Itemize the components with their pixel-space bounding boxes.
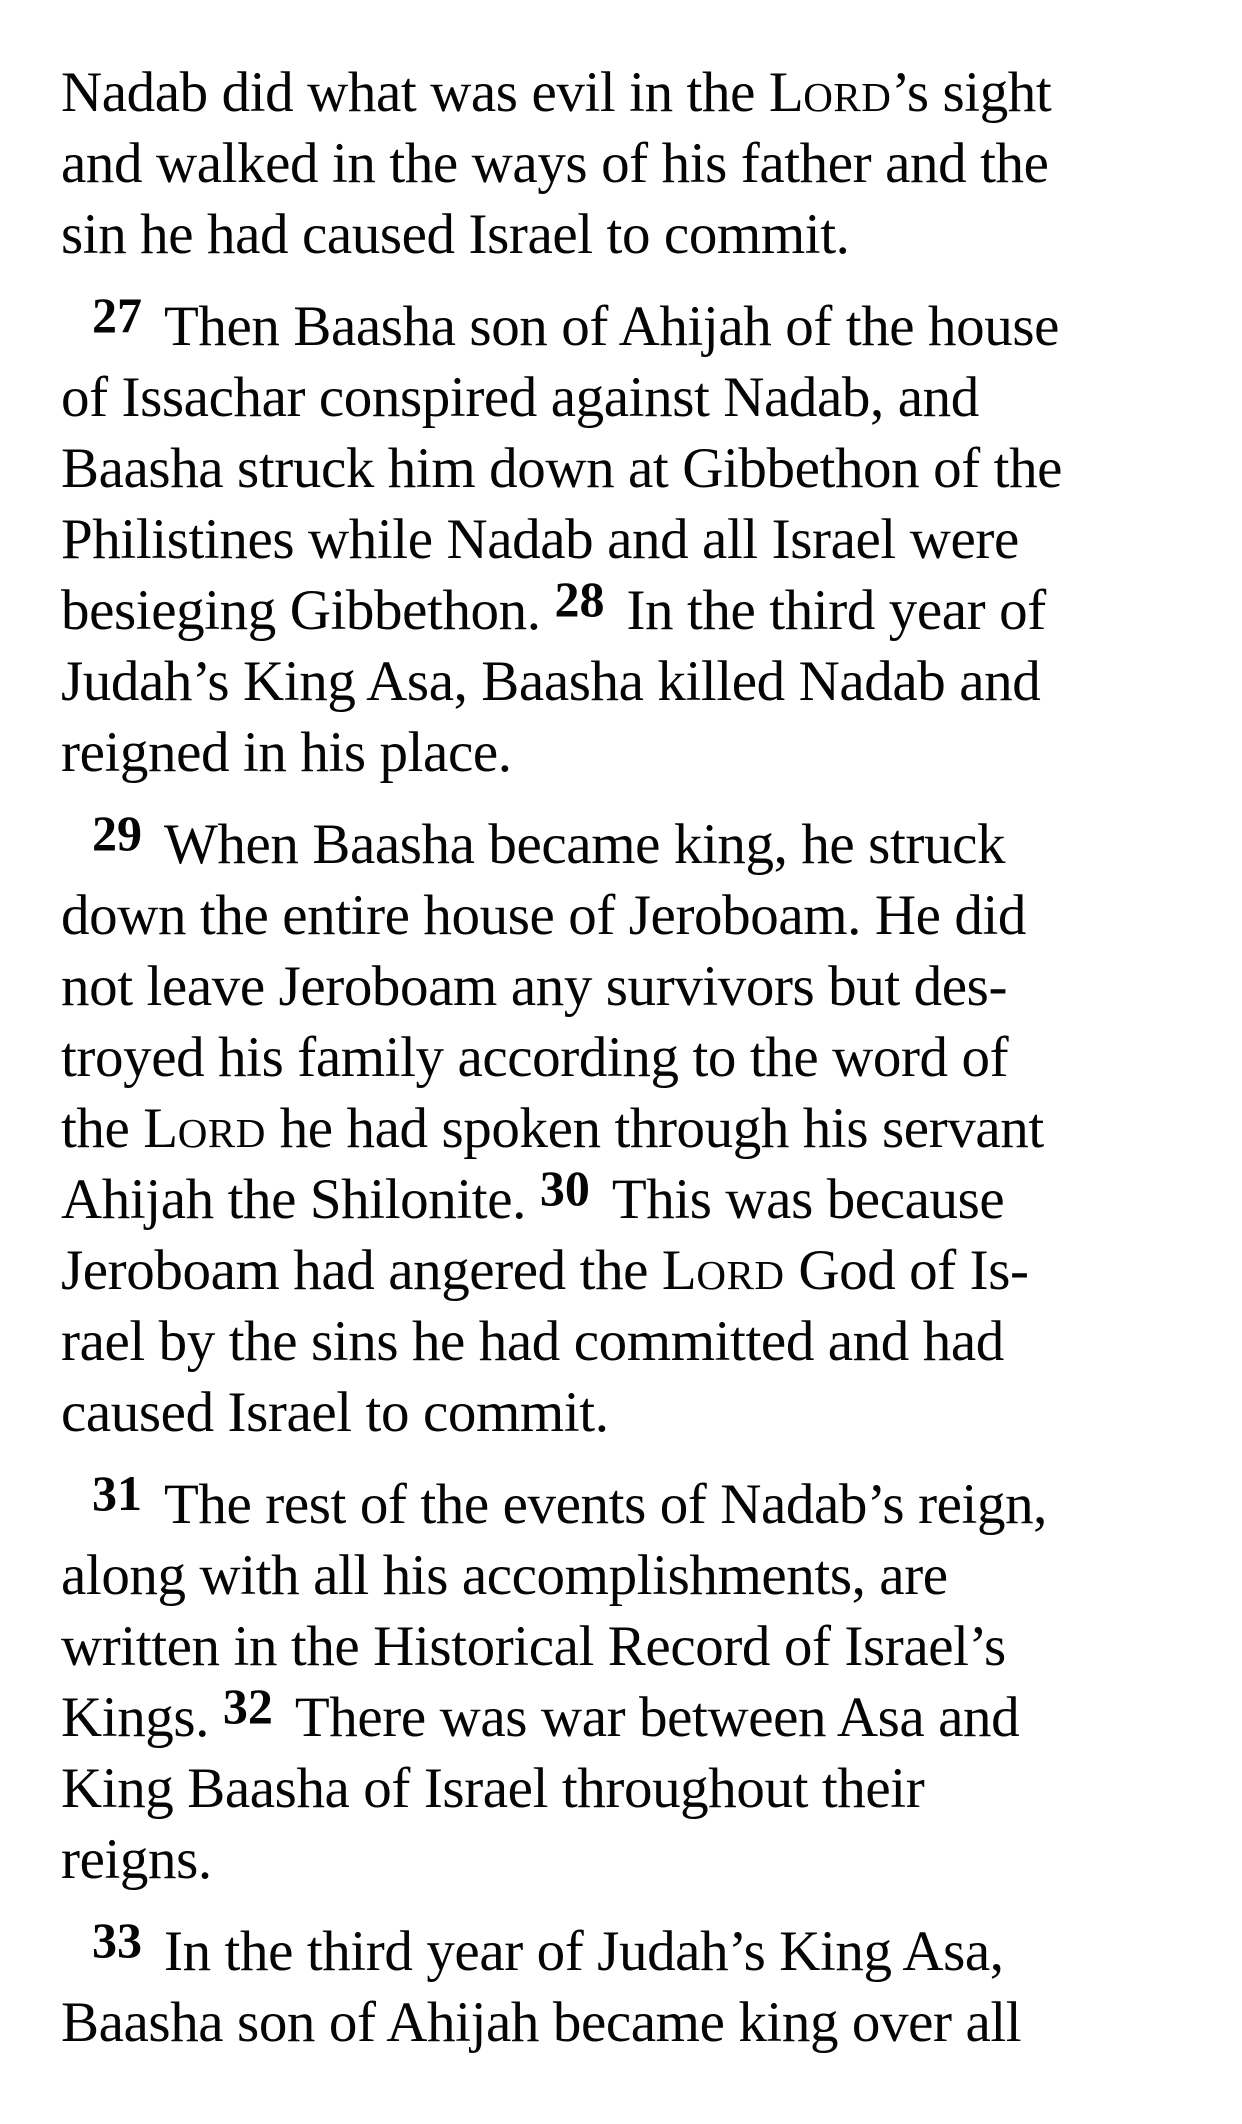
body-text: caused Israel to commit. [61,1381,609,1444]
text-line [61,504,1194,575]
text-line [61,1912,1194,1987]
body-text: Jeroboam had angered the [61,1239,662,1302]
verse-number: 33 [92,1912,142,1968]
body-text: Kings. [61,1686,223,1749]
body-text: sin he had caused Israel to commit. [61,203,850,266]
body-text: God of Is- [784,1239,1029,1302]
text-line [61,1377,1194,1448]
body-text: rael by the sins he had committed and had [61,1310,1004,1373]
body-text: Baasha son of Ahijah became king over all [61,1991,1022,2054]
body-text: Nadab did what was evil in the [61,61,769,124]
body-text: King Baasha of Israel throughout their [61,1757,925,1820]
small-caps-text: ORD [177,1110,266,1156]
body-text: he had spoken through his servant [265,1097,1044,1160]
text-line [61,1540,1194,1611]
text-line [61,199,1194,270]
text-line [61,287,1194,362]
body-text: besieging Gibbethon. [61,579,555,642]
text-line [61,362,1194,433]
divine-name-smallcaps: LORD [143,1097,266,1160]
text-line [61,805,1194,880]
body-text: Judah’s King Asa, Baasha killed Nadab and [61,650,1041,713]
text-line [61,1160,1194,1235]
verse-number: 32 [222,1678,273,1734]
text-line [61,1753,1194,1824]
body-text: There was war between Asa and [294,1686,1020,1749]
body-text: In the third year of [626,579,1046,642]
body-text: Philistines while Nadab and all Israel were [61,508,1019,571]
divine-name-smallcaps: LORD [661,1239,785,1302]
body-text: The rest of the events of Nadab’s reign, [164,1473,1048,1536]
body-text: not leave Jeroboam any survivors but des- [61,955,1008,1018]
text-line [61,880,1194,951]
verse-number: 28 [554,571,605,627]
text-line [61,1022,1194,1093]
small-caps-text: ORD [696,1252,785,1298]
text-line [61,433,1194,504]
body-text: of Issachar conspired against Nadab, and [61,366,979,429]
body-text: This was because [611,1168,1005,1231]
text-line [61,717,1194,788]
text-line [61,1093,1194,1164]
text-line [61,57,1194,128]
body-text: along with all his accomplishments, are [61,1544,948,1607]
text-line [61,646,1194,717]
text-line [61,1824,1194,1895]
text-line [61,1235,1194,1306]
text-line [61,951,1194,1022]
body-text: In the third year of Judah’s King Asa, [164,1920,1004,1983]
text-line [61,1678,1194,1753]
body-text: and walked in the ways of his father and the [61,132,1049,195]
verse-number: 31 [92,1465,142,1521]
divine-name-smallcaps: LORD [768,61,892,124]
body-text: reigned in his place. [61,721,512,784]
text-line [61,1306,1194,1377]
text-line [61,1611,1194,1682]
body-text: reigns. [61,1828,212,1891]
small-caps-text: ORD [803,74,892,120]
body-text: Baasha struck him down at Gibbethon of the [61,437,1063,500]
verse-number: 27 [92,287,142,343]
body-text: down the entire house of Jeroboam. He did [61,884,1027,947]
verse-number: 30 [539,1160,590,1216]
body-text: Then Baasha son of Ahijah of the house [164,295,1060,358]
text-line [61,1465,1194,1540]
body-text: When Baasha became king, he struck [164,813,1006,876]
verse-number: 29 [92,805,142,861]
body-text: written in the Historical Record of Israel’s [61,1615,1006,1678]
text-line [61,1987,1194,2058]
body-text: Ahijah the Shilonite. [61,1168,540,1231]
text-line [61,128,1194,199]
text-line [61,571,1194,646]
body-text: ’s sight [891,61,1052,124]
body-text: the [61,1097,144,1160]
body-text: troyed his family according to the word of [61,1026,1009,1089]
